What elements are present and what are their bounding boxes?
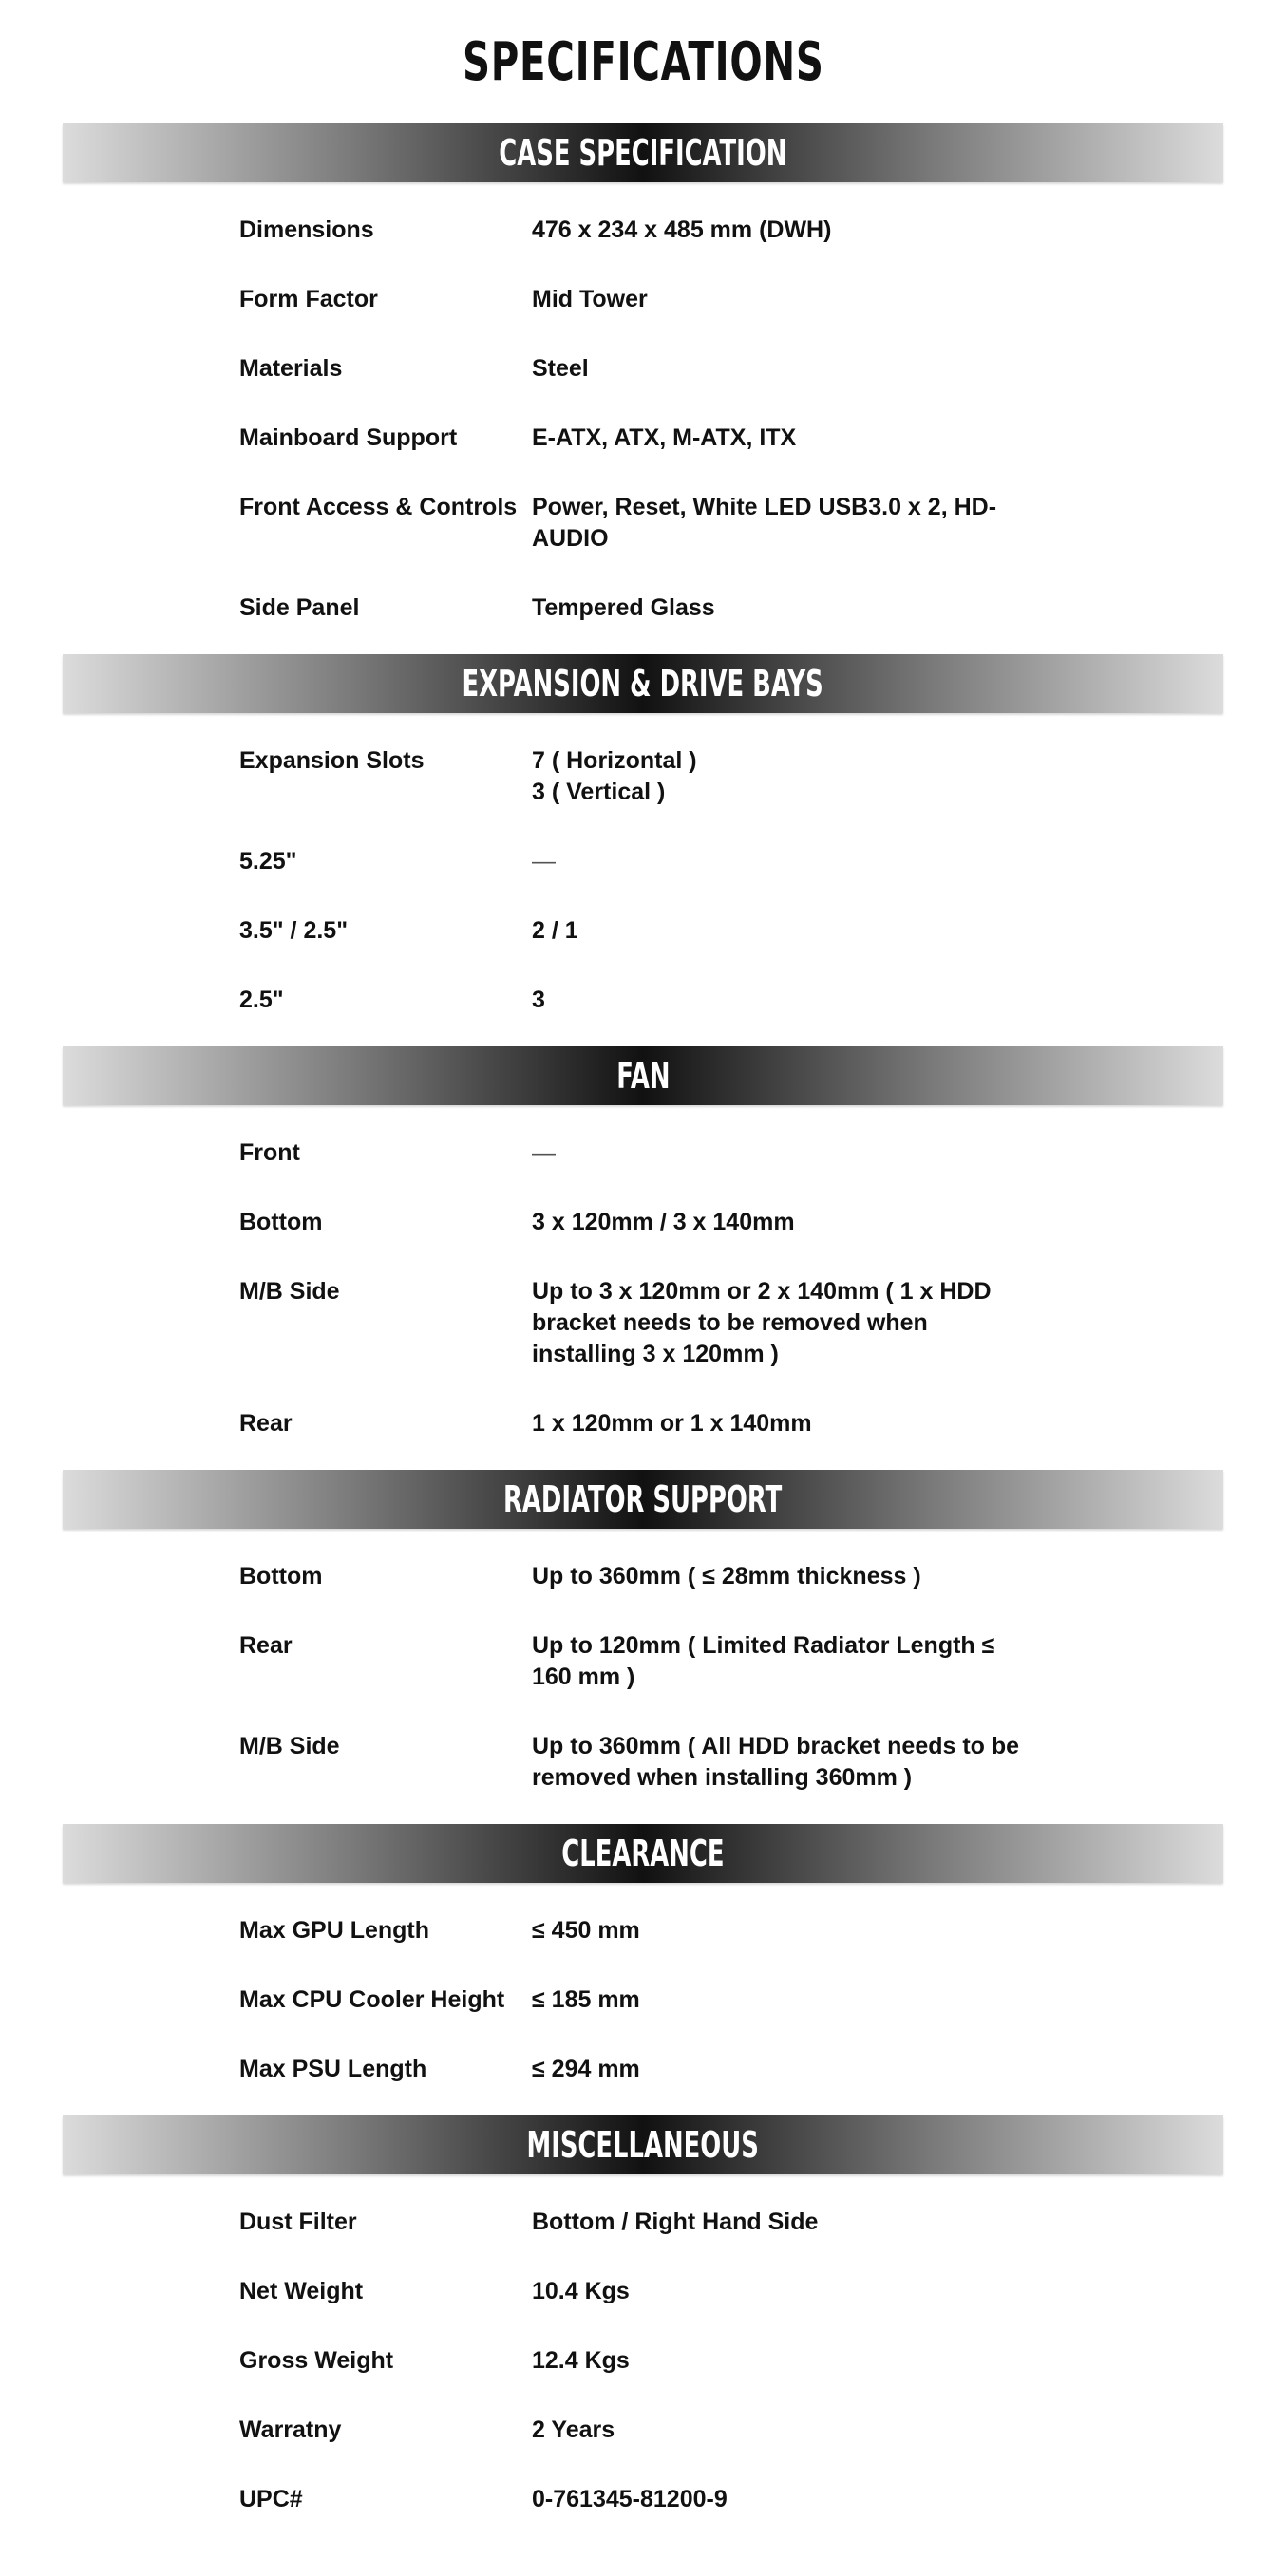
spec-value-line: 476 x 234 x 485 mm (DWH): [532, 216, 832, 243]
spec-label: Materials: [239, 355, 343, 382]
spec-row: [0, 1731, 1286, 1794]
spec-value: [532, 215, 1045, 246]
spec-value: [532, 745, 1045, 808]
spec-section: [0, 123, 1286, 654]
spec-value-line: Tempered Glass: [532, 594, 715, 621]
spec-value: [532, 2207, 1045, 2238]
spec-value: [532, 1915, 1045, 1946]
spec-row: [0, 1408, 1286, 1439]
spec-row: [0, 353, 1286, 385]
spec-section: [0, 654, 1286, 1046]
spec-value-line: ≤ 185 mm: [532, 1986, 640, 2013]
spec-value: [532, 2345, 1045, 2377]
spec-value-line: Power, Reset, White LED USB3.0 x 2, HD-: [532, 494, 997, 520]
spec-value-line: bracket needs to be removed when: [532, 1309, 928, 1336]
spec-label: Max CPU Cooler Height: [239, 1986, 505, 2013]
spec-label: Mainboard Support: [239, 424, 458, 451]
spec-label: Front: [239, 1139, 300, 1166]
spec-value: [532, 492, 1045, 555]
spec-sections: [0, 123, 1286, 2546]
spec-value-line: Steel: [532, 355, 589, 382]
spec-label: Net Weight: [239, 2278, 364, 2304]
spec-value-line: 3 ( Vertical ): [532, 779, 666, 805]
spec-value-line: Up to 120mm ( Limited Radiator Length ≤: [532, 1632, 995, 1659]
spec-row: [0, 284, 1286, 315]
spec-value-line: Bottom / Right Hand Side: [532, 2209, 819, 2235]
spec-value-line: ≤ 294 mm: [532, 2056, 640, 2082]
spec-section: [0, 2115, 1286, 2546]
spec-section: [0, 1470, 1286, 1824]
spec-value: [532, 2484, 1045, 2515]
spec-label: Side Panel: [239, 594, 360, 621]
spec-label: M/B Side: [239, 1278, 340, 1305]
spec-value: [532, 915, 1045, 947]
spec-value: [532, 284, 1045, 315]
spec-value-line: 10.4 Kgs: [532, 2278, 630, 2304]
spec-value: [532, 1561, 1045, 1592]
spec-row: [0, 1984, 1286, 2016]
spec-value-line: 2 / 1: [532, 917, 578, 944]
spec-label: Rear: [239, 1632, 293, 1659]
spec-value-line: 0-761345-81200-9: [532, 2486, 728, 2512]
spec-row: [0, 2345, 1286, 2377]
section-header: [63, 1046, 1223, 1105]
spec-value-line: installing 3 x 120mm ): [532, 1341, 779, 1367]
spec-value-line: 7 ( Horizontal ): [532, 747, 697, 774]
spec-value-line: —: [532, 1139, 556, 1166]
spec-value: [532, 1731, 1045, 1794]
spec-row: [0, 1138, 1286, 1169]
section-heading: MISCELLANEOUS: [526, 2124, 760, 2166]
spec-value-line: Up to 3 x 120mm or 2 x 140mm ( 1 x HDD: [532, 1278, 992, 1305]
page-title: SPECIFICATIONS: [462, 30, 824, 93]
spec-value: [532, 1408, 1045, 1439]
spec-rows: [0, 2174, 1286, 2546]
spec-label: Bottom: [239, 1209, 323, 1235]
spec-rows: [0, 1105, 1286, 1470]
spec-label: Dimensions: [239, 216, 374, 243]
spec-value: [532, 1207, 1045, 1238]
spec-label: Front Access & Controls: [239, 494, 518, 520]
spec-label: Rear: [239, 1410, 293, 1437]
spec-value-line: removed when installing 360mm ): [532, 1764, 913, 1791]
spec-label: Warratny: [239, 2416, 342, 2443]
spec-label: Max GPU Length: [239, 1917, 430, 1944]
spec-section: [0, 1824, 1286, 2115]
spec-value: [532, 2054, 1045, 2085]
spec-value-line: Mid Tower: [532, 286, 648, 312]
spec-rows: [0, 1883, 1286, 2115]
spec-value-line: 12.4 Kgs: [532, 2347, 630, 2374]
spec-value-line: —: [532, 848, 556, 874]
spec-value-line: E-ATX, ATX, M-ATX, ITX: [532, 424, 797, 451]
spec-value: [532, 1276, 1045, 1370]
spec-label: M/B Side: [239, 1733, 340, 1759]
page-title-container: [0, 0, 1286, 123]
spec-row: [0, 745, 1286, 808]
spec-row: [0, 2276, 1286, 2307]
spec-row: [0, 215, 1286, 246]
section-header: [63, 123, 1223, 182]
spec-label: 2.5": [239, 987, 284, 1013]
spec-row: [0, 1561, 1286, 1592]
section-heading: EXPANSION & DRIVE BAYS: [462, 663, 824, 705]
spec-label: 3.5" / 2.5": [239, 917, 349, 944]
spec-value-line: AUDIO: [532, 525, 609, 552]
spec-value-line: 160 mm ): [532, 1664, 635, 1690]
spec-label: 5.25": [239, 848, 297, 874]
section-heading: CLEARANCE: [561, 1833, 725, 1874]
spec-value-line: 3: [532, 987, 545, 1013]
section-heading: RADIATOR SUPPORT: [503, 1478, 783, 1520]
spec-value-line: Up to 360mm ( All HDD bracket needs to be: [532, 1733, 1020, 1759]
spec-value-line: ≤ 450 mm: [532, 1917, 640, 1944]
spec-label: Bottom: [239, 1563, 323, 1589]
spec-value: [532, 1630, 1045, 1693]
section-heading: CASE SPECIFICATION: [499, 132, 787, 174]
spec-row: [0, 2207, 1286, 2238]
spec-row: [0, 1276, 1286, 1370]
spec-value: [532, 592, 1045, 624]
spec-value-line: 3 x 120mm / 3 x 140mm: [532, 1209, 795, 1235]
spec-value-line: 2 Years: [532, 2416, 615, 2443]
section-heading: FAN: [615, 1055, 671, 1097]
spec-row: [0, 1915, 1286, 1946]
spec-label: Form Factor: [239, 286, 378, 312]
section-header: [63, 1824, 1223, 1883]
spec-row: [0, 846, 1286, 877]
spec-row: [0, 1630, 1286, 1693]
spec-row: [0, 423, 1286, 454]
spec-value-line: Up to 360mm ( ≤ 28mm thickness ): [532, 1563, 921, 1589]
spec-value-line: 1 x 120mm or 1 x 140mm: [532, 1410, 812, 1437]
spec-value: [532, 353, 1045, 385]
spec-label: UPC#: [239, 2486, 303, 2512]
spec-row: [0, 2054, 1286, 2085]
spec-row: [0, 1207, 1286, 1238]
section-header: [63, 654, 1223, 713]
spec-value: [532, 423, 1045, 454]
spec-value: [532, 846, 1045, 877]
section-header: [63, 2115, 1223, 2174]
spec-rows: [0, 713, 1286, 1046]
spec-rows: [0, 182, 1286, 654]
spec-row: [0, 592, 1286, 624]
spec-section: [0, 1046, 1286, 1470]
spec-value: [532, 2415, 1045, 2446]
spec-value: [532, 2276, 1045, 2307]
spec-row: [0, 492, 1286, 555]
spec-row: [0, 985, 1286, 1016]
spec-label: Dust Filter: [239, 2209, 357, 2235]
spec-row: [0, 2484, 1286, 2515]
spec-label: Max PSU Length: [239, 2056, 427, 2082]
spec-value: [532, 1984, 1045, 2016]
spec-label: Expansion Slots: [239, 747, 425, 774]
spec-rows: [0, 1529, 1286, 1824]
spec-row: [0, 915, 1286, 947]
spec-value: [532, 1138, 1045, 1169]
spec-row: [0, 2415, 1286, 2446]
spec-value: [532, 985, 1045, 1016]
spec-label: Gross Weight: [239, 2347, 394, 2374]
section-header: [63, 1470, 1223, 1529]
